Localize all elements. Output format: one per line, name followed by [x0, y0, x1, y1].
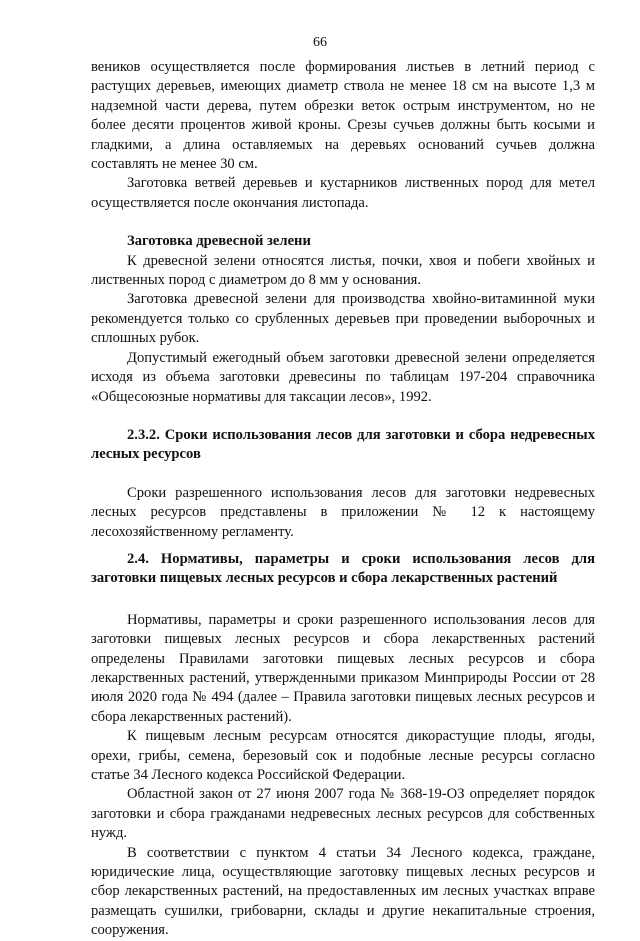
spacer: [91, 407, 595, 426]
paragraph-norms-rules: Нормативы, параметры и сроки разрешенного использования лесов для заготовки пищевых лесных ресурсов и сбора лекарственных растений определены Правилами заготовки пищевых лесных ресурсов и сбора лекарственных растений, утвержденными приказом Минприроды России от 28 июля 2020 года № 494 (далее – Правила заготовки пищевых лесных ресурсов и сбора лекарственных растений).: [91, 611, 595, 725]
heading-section-2-4: 2.4. Нормативы, параметры и сроки использования лесов для заготовки пищевых лесных ресурсов и сбора лекарственных растений: [91, 550, 595, 587]
heading-wood-greenery: Заготовка древесной зелени: [127, 233, 311, 250]
heading-section-2-3-2: 2.3.2. Сроки использования лесов для заготовки и сбора недревесных лесных ресурсов: [91, 426, 595, 463]
page-number: 66: [313, 35, 327, 50]
paragraph-food-resources: К пищевым лесным ресурсам относятся дикорастущие плоды, ягоды, орехи, грибы, семена, березовый сок и подобные лесные ресурсы согласно статье 34 Лесного кодекса Российской Федерации.: [91, 728, 595, 783]
paragraph-greenery-volume: Допустимый ежегодный объем заготовки древесной зелени определяется исходя из объема заготовки древесины по таблицам 197-204 справочника «Общесоюзные нормативы для таксации лесов», 1992.: [91, 349, 595, 405]
paragraph-broom-branches: Заготовка ветвей деревьев и кустарников лиственных пород для метел осуществляется после окончания листопада.: [91, 175, 595, 211]
paragraph-regional-law: Областной закон от 27 июня 2007 года № 368-19-ОЗ определяет порядок заготовки и сбора гражданами недревесных лесных ресурсов для собственных нужд.: [91, 786, 595, 842]
paragraph-greenery-definition: К древесной зелени относятся листья, почки, хвоя и побеги хвойных и лиственных пород с диаметром до 8 мм у основания.: [91, 252, 595, 289]
spacer: [91, 465, 595, 484]
paragraph-terms-appendix: Сроки разрешенного использования лесов для заготовки недревесных лесных ресурсов представлены в приложении № 12 к настоящему лесохозяйственному регламенту.: [91, 484, 595, 540]
paragraph-greenery-flour: Заготовка древесной зелени для производства хвойно-витаминной муки рекомендуется только со срубленных деревьев при проведении выборочных и сплошных рубок.: [91, 291, 595, 347]
spacer: [91, 589, 595, 611]
spacer: [91, 213, 595, 232]
paragraph-structures: В соответствии с пунктом 4 статьи 34 Лесного кодекса, граждане, юридические лица, осуществляющие заготовку пищевых лесных ресурсов и сбор лекарственных растений, на предоставленных им лесных участках вправе размещать сушилки, грибоварни, склады и другие некапитальные строения, сооружения.: [91, 844, 595, 939]
paragraph-brooms-continued: веников осуществляется после формирования листьев в летний период с растущих деревьев, имеющих диаметр ствола не менее 18 см на высоте 1,3 м надземной части дерева, путем обрезки веток острым инструментом, но не более десяти процентов живой кроны. Срезы сучьев должны быть косыми и гладкими, а длина оставляемых на деревьях оснований сучьев должна составлять не менее 30 см.: [91, 59, 595, 173]
document-body: [91, 58, 595, 941]
spacer: [91, 542, 595, 550]
